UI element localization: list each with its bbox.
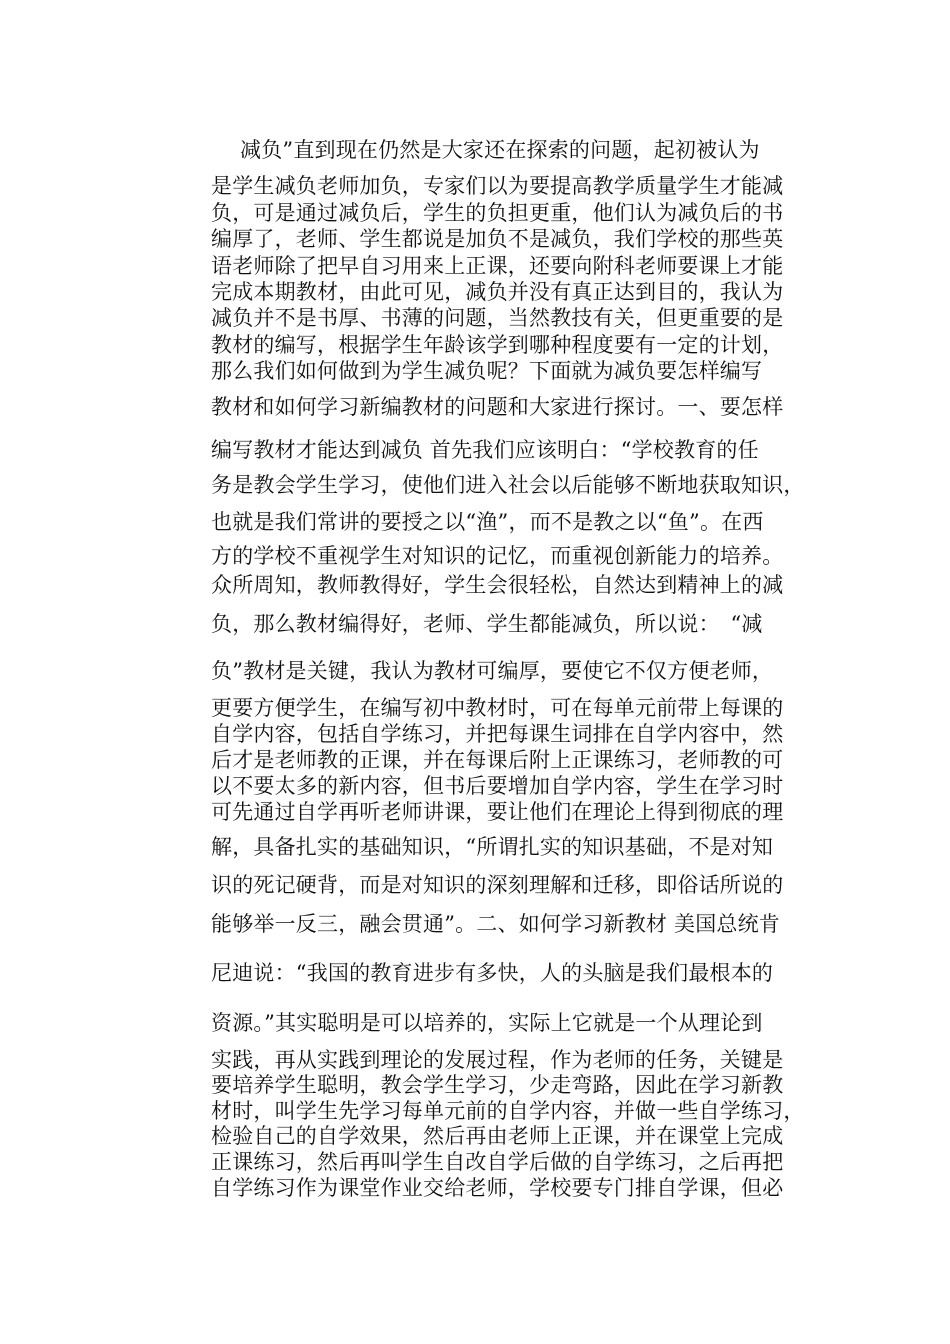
text-line: 务是教会学生学习，使他们进入社会以后能够不断地获取知识，	[211, 473, 805, 497]
text-line: 正课练习，然后再叫学生自改自学后做的自学练习，之后再把	[211, 1150, 784, 1174]
text-line: 方的学校不重视学生对知识的记忆，而重视创新能力的培养。	[211, 544, 784, 568]
text-line: 要培养学生聪明，教会学生学习，少走弯路，因此在学习新教	[211, 1073, 784, 1097]
text-line: 编写教材才能达到减负 首先我们应该明白：“学校教育的任	[211, 438, 759, 462]
text-line: 以不要太多的新内容，但书后要增加自学内容，学生在学习时	[211, 774, 784, 798]
text-line: 材时，叫学生先学习每单元前的自学内容，并做一些自学练习，	[211, 1099, 805, 1123]
text-line: 解，具备扎实的基础知识，“所谓扎实的知识基础，不是对知	[211, 835, 774, 859]
text-line: 资源。”其实聪明是可以培养的，实际上它就是一个从理论到	[211, 1011, 763, 1035]
text-line: 语老师除了把早自习用来上正课，还要向附科老师要课上才能	[211, 254, 784, 278]
text-line: 教材的编写，根据学生年龄该学到哪种程度要有一定的计划，	[211, 333, 784, 357]
text-line: 检验自己的自学效果，然后再由老师上正课，并在课堂上完成	[211, 1124, 784, 1148]
text-line: 减负并不是书厚、书薄的问题，当然教技有关，但更重要的是	[211, 306, 784, 330]
text-line: 编厚了，老师、学生都说是加负不是减负，我们学校的那些英	[211, 227, 784, 251]
text-line: 可先通过自学再听老师讲课，要让他们在理论上得到彻底的理	[211, 800, 784, 824]
text-line: 完成本期教材，由此可见，减负并没有真正达到目的，我认为	[211, 280, 784, 304]
text-line: 是学生减负老师加负，专家们以为要提高教学质量学生才能减	[211, 174, 784, 198]
text-line: 减负”直到现在仍然是大家还在探索的问题，起初被认为	[240, 138, 760, 162]
text-line: 也就是我们常讲的要授之以“渔”，而不是教之以“鱼”。在西	[211, 510, 764, 534]
text-line: 负，可是通过减负后，学生的负担更重，他们认为减负后的书	[211, 201, 784, 225]
text-line: 教材和如何学习新编教材的问题和大家进行探讨。一、要怎样	[211, 395, 784, 419]
text-line: 后才是老师教的正课，并在每课后附上正课练习，老师教的可	[211, 748, 784, 772]
text-line: 负”教材是关键，我认为教材可编厚，要使它不仅方便老师，	[211, 659, 774, 683]
text-line: 那么我们如何做到为学生减负呢？下面就为减负要怎样编写	[211, 359, 763, 383]
text-line: 众所周知，教师教得好，学生会很轻松，自然达到精神上的减	[211, 573, 784, 597]
text-line: 能够举一反三，融会贯通”。二、如何学习新教材 美国总统肯	[211, 912, 781, 936]
text-line: 识的死记硬背，而是对知识的深刻理解和迁移，即俗话所说的	[211, 873, 784, 897]
text-line: 尼迪说：“我国的教育进步有多快，人的头脑是我们最根本的	[211, 961, 774, 985]
text-line: 更要方便学生，在编写初中教材时，可在每单元前带上每课的	[211, 696, 784, 720]
text-line: 自学内容，包括自学练习，并把每课生词排在自学内容中，然	[211, 722, 784, 746]
text-line: 负，那么教材编得好，老师、学生都能减负，所以说： “减	[211, 612, 763, 636]
text-line: 实践，再从实践到理论的发展过程，作为老师的任务，关键是	[211, 1048, 784, 1072]
text-line: 自学练习作为课堂作业交给老师，学校要专门排自学课，但必	[211, 1176, 784, 1200]
